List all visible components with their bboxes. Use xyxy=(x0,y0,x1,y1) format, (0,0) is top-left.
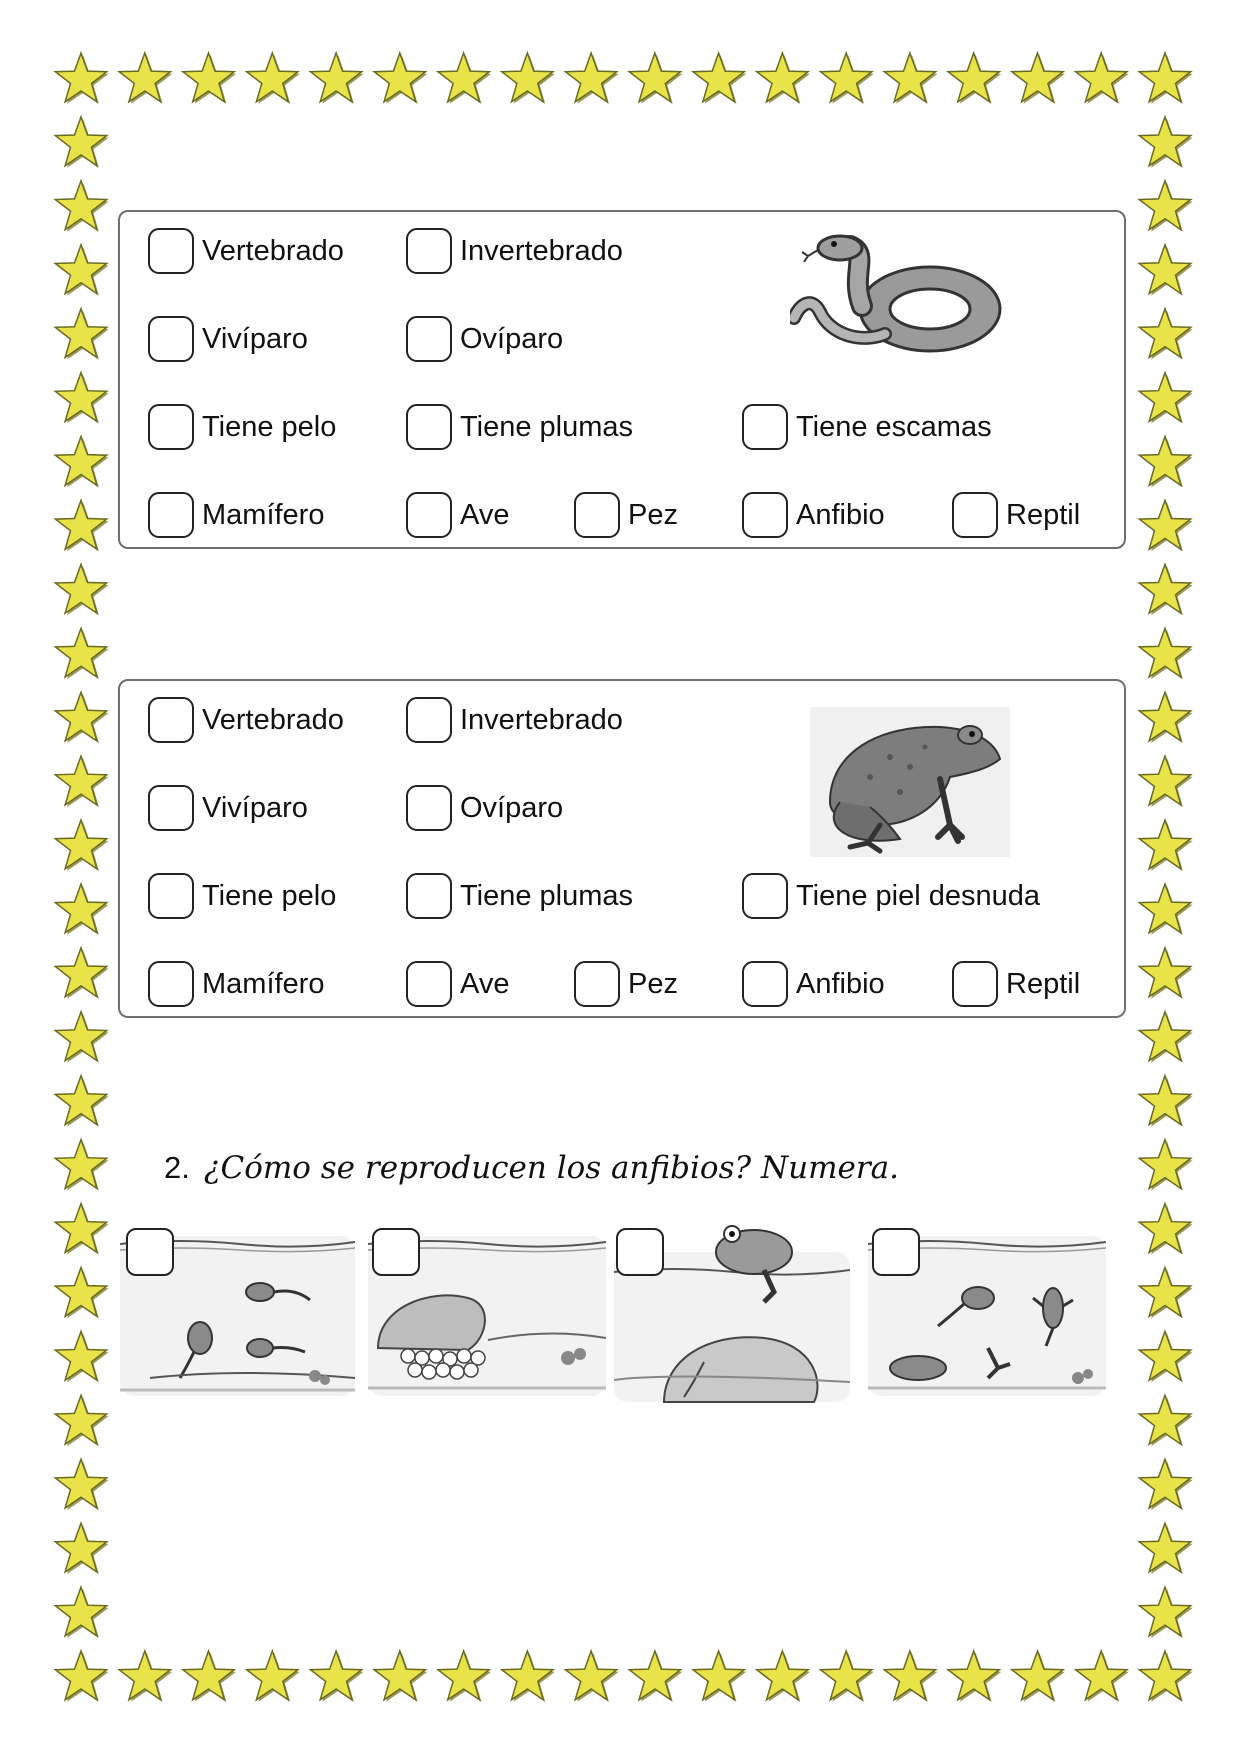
star-icon xyxy=(629,53,682,104)
star-icon xyxy=(884,53,937,104)
star-icon xyxy=(55,1268,108,1319)
star-icon xyxy=(1139,1395,1192,1446)
checkbox[interactable] xyxy=(574,492,620,538)
sequence-scene-froglets xyxy=(868,1228,1106,1408)
star-icon xyxy=(374,53,427,104)
question-number: 2. xyxy=(164,1150,190,1185)
sequence-scene-eggs xyxy=(368,1228,606,1408)
checkbox[interactable] xyxy=(148,961,194,1007)
star-icon xyxy=(1139,181,1192,232)
star-icon xyxy=(948,1651,1001,1702)
sequence-scene-adult-frog xyxy=(614,1212,850,1408)
star-icon xyxy=(55,948,108,999)
snake-icon xyxy=(790,234,1010,364)
star-icon xyxy=(629,1651,682,1702)
star-icon xyxy=(119,53,172,104)
checkbox[interactable] xyxy=(406,228,452,274)
star-icon xyxy=(1076,53,1129,104)
star-icon xyxy=(55,373,108,424)
checkbox[interactable] xyxy=(952,961,998,1007)
star-icon xyxy=(1139,1076,1192,1127)
star-icon xyxy=(757,53,810,104)
checkbox[interactable] xyxy=(148,873,194,919)
option-viviparo: Vivíparo xyxy=(148,785,308,831)
checkbox[interactable] xyxy=(148,316,194,362)
classification-card-frog xyxy=(118,679,1126,1018)
checkbox[interactable] xyxy=(406,873,452,919)
checkbox[interactable] xyxy=(406,697,452,743)
star-icon xyxy=(55,628,108,679)
star-icon xyxy=(1139,437,1192,488)
option-anfibio: Anfibio xyxy=(742,961,885,1007)
classification-card-snake xyxy=(118,210,1126,549)
sequence-number-box[interactable] xyxy=(126,1228,174,1276)
option-viviparo: Vivíparo xyxy=(148,316,308,362)
checkbox[interactable] xyxy=(742,961,788,1007)
star-icon xyxy=(565,53,618,104)
star-icon xyxy=(693,53,746,104)
star-icon xyxy=(1139,884,1192,935)
star-icon xyxy=(502,53,555,104)
star-icon xyxy=(565,1651,618,1702)
star-icon xyxy=(55,1140,108,1191)
checkbox[interactable] xyxy=(148,785,194,831)
star-icon xyxy=(183,53,236,104)
checkbox[interactable] xyxy=(148,228,194,274)
option-vertebrado: Vertebrado xyxy=(148,228,344,274)
option-tiene-plumas: Tiene plumas xyxy=(406,404,633,450)
star-icon xyxy=(1139,756,1192,807)
star-icon xyxy=(55,884,108,935)
star-icon xyxy=(183,1651,236,1702)
star-icon xyxy=(821,53,874,104)
star-icon xyxy=(948,53,1001,104)
star-icon xyxy=(55,245,108,296)
question-2 xyxy=(164,1150,899,1186)
checkbox[interactable] xyxy=(406,785,452,831)
checkbox[interactable] xyxy=(742,873,788,919)
checkbox[interactable] xyxy=(406,316,452,362)
option-vertebrado: Vertebrado xyxy=(148,697,344,743)
checkbox[interactable] xyxy=(406,961,452,1007)
star-icon xyxy=(1139,1587,1192,1638)
star-icon xyxy=(55,1012,108,1063)
star-icon xyxy=(55,53,108,104)
star-icon xyxy=(1139,948,1192,999)
sequence-number-box[interactable] xyxy=(372,1228,420,1276)
option-oviparo: Ovíparo xyxy=(406,316,563,362)
option-oviparo: Ovíparo xyxy=(406,785,563,831)
sequence-scene-tadpoles xyxy=(120,1228,355,1408)
star-icon xyxy=(1139,564,1192,615)
star-icon xyxy=(1139,1651,1192,1702)
option-reptil: Reptil xyxy=(952,492,1080,538)
star-icon xyxy=(55,1523,108,1574)
option-mamifero: Mamífero xyxy=(148,961,324,1007)
option-invertebrado: Invertebrado xyxy=(406,697,623,743)
star-icon xyxy=(1139,1268,1192,1319)
star-icon xyxy=(693,1651,746,1702)
star-icon xyxy=(55,564,108,615)
option-ave: Ave xyxy=(406,492,509,538)
sequence-number-box[interactable] xyxy=(616,1228,664,1276)
star-icon xyxy=(438,1651,491,1702)
checkbox[interactable] xyxy=(148,404,194,450)
star-icon xyxy=(55,1395,108,1446)
star-icon xyxy=(55,309,108,360)
option-pez: Pez xyxy=(574,492,678,538)
option-tiene-pelo: Tiene pelo xyxy=(148,873,336,919)
option-tiene-plumas: Tiene plumas xyxy=(406,873,633,919)
star-icon xyxy=(247,1651,300,1702)
star-icon xyxy=(884,1651,937,1702)
star-icon xyxy=(55,1331,108,1382)
star-icon xyxy=(55,117,108,168)
star-icon xyxy=(1139,1331,1192,1382)
star-icon xyxy=(1139,117,1192,168)
option-pez: Pez xyxy=(574,961,678,1007)
star-icon xyxy=(55,820,108,871)
star-icon xyxy=(821,1651,874,1702)
star-icon xyxy=(55,437,108,488)
option-tiene-piel-desnuda: Tiene piel desnuda xyxy=(742,873,1040,919)
star-icon xyxy=(55,756,108,807)
star-icon xyxy=(310,53,363,104)
star-icon xyxy=(247,53,300,104)
option-anfibio: Anfibio xyxy=(742,492,885,538)
option-tiene-pelo: Tiene pelo xyxy=(148,404,336,450)
star-icon xyxy=(1139,1140,1192,1191)
star-icon xyxy=(1139,500,1192,551)
option-ave: Ave xyxy=(406,961,509,1007)
star-icon xyxy=(438,53,491,104)
star-icon xyxy=(55,1587,108,1638)
option-tiene-escamas: Tiene escamas xyxy=(742,404,992,450)
star-icon xyxy=(55,1204,108,1255)
star-icon xyxy=(1139,53,1192,104)
checkbox[interactable] xyxy=(406,492,452,538)
checkbox[interactable] xyxy=(148,492,194,538)
star-icon xyxy=(1139,692,1192,743)
option-invertebrado: Invertebrado xyxy=(406,228,623,274)
star-icon xyxy=(1012,1651,1065,1702)
star-icon xyxy=(374,1651,427,1702)
star-icon xyxy=(1076,1651,1129,1702)
star-icon xyxy=(1139,1459,1192,1510)
star-icon xyxy=(55,1459,108,1510)
option-mamifero: Mamífero xyxy=(148,492,324,538)
checkbox[interactable] xyxy=(952,492,998,538)
checkbox[interactable] xyxy=(742,404,788,450)
sequence-number-box[interactable] xyxy=(872,1228,920,1276)
star-icon xyxy=(55,692,108,743)
star-icon xyxy=(502,1651,555,1702)
star-icon xyxy=(119,1651,172,1702)
star-icon xyxy=(1139,309,1192,360)
star-icon xyxy=(757,1651,810,1702)
star-icon xyxy=(310,1651,363,1702)
frog-icon xyxy=(810,707,1010,857)
checkbox[interactable] xyxy=(742,492,788,538)
star-icon xyxy=(1139,820,1192,871)
star-icon xyxy=(55,1651,108,1702)
star-icon xyxy=(55,181,108,232)
star-icon xyxy=(1139,628,1192,679)
star-icon xyxy=(1139,1523,1192,1574)
star-icon xyxy=(1139,1012,1192,1063)
checkbox[interactable] xyxy=(406,404,452,450)
option-reptil: Reptil xyxy=(952,961,1080,1007)
star-icon xyxy=(55,1076,108,1127)
checkbox[interactable] xyxy=(574,961,620,1007)
star-icon xyxy=(1012,53,1065,104)
checkbox[interactable] xyxy=(148,697,194,743)
star-icon xyxy=(1139,245,1192,296)
star-icon xyxy=(1139,1204,1192,1255)
star-icon xyxy=(1139,373,1192,424)
question-text: ¿Cómo se reproducen los anfibios? Numera. xyxy=(203,1150,899,1186)
star-icon xyxy=(55,500,108,551)
